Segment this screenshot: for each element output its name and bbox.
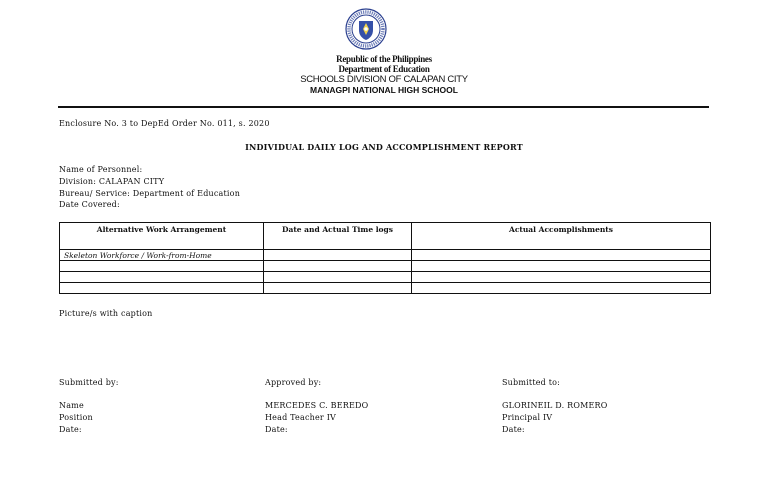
table-cell[interactable] — [412, 261, 711, 272]
table-cell[interactable] — [60, 261, 264, 272]
column-header: Alternative Work Arrangement — [60, 223, 264, 250]
column-header: Date and Actual Time logs — [264, 223, 412, 250]
report-title: INDIVIDUAL DAILY LOG AND ACCOMPLISHMENT REPORT — [245, 142, 523, 152]
column-header: Actual Accomplishments — [412, 223, 711, 250]
table-cell[interactable] — [60, 283, 264, 294]
submitted-to-name: GLORINEIL D. ROMERO — [502, 401, 608, 410]
table-cell[interactable]: Skeleton Workforce / Work-from-Home — [60, 250, 264, 261]
approved-by-name: MERCEDES C. BEREDO — [265, 401, 369, 410]
table-header-row — [60, 223, 711, 250]
table-cell[interactable] — [264, 283, 412, 294]
approved-by-date: Date: — [265, 425, 288, 434]
table-cell[interactable] — [412, 283, 711, 294]
submitted-to-position: Principal IV — [502, 413, 553, 422]
personnel-name-label: Name of Personnel: — [59, 165, 143, 174]
table-cell[interactable] — [264, 272, 412, 283]
submitted-to-label: Submitted to: — [502, 378, 561, 387]
department-line: Department of Education — [338, 64, 430, 74]
table-cell[interactable] — [412, 272, 711, 283]
table-row — [60, 272, 711, 283]
enclosure-note: Enclosure No. 3 to DepEd Order No. 011, s. 2020 — [59, 119, 270, 128]
date-covered-label: Date Covered: — [59, 200, 120, 209]
approved-by-label: Approved by: — [265, 378, 322, 387]
submitted-by-name: Name — [59, 401, 84, 410]
table-cell[interactable] — [264, 261, 412, 272]
approved-by-position: Head Teacher IV — [265, 413, 337, 422]
log-table — [59, 222, 711, 294]
submitted-by-label: Submitted by: — [59, 378, 119, 387]
pictures-label: Picture/s with caption — [59, 309, 153, 318]
bureau-label: Bureau/ Service: Department of Education — [59, 189, 241, 198]
table-cell[interactable] — [412, 250, 711, 261]
table-cell[interactable] — [264, 250, 412, 261]
table-cell[interactable] — [60, 272, 264, 283]
school-name: MANAGPI NATIONAL HIGH SCHOOL — [310, 85, 458, 95]
submitted-to-date: Date: — [502, 425, 525, 434]
submitted-by-position: Position — [59, 413, 93, 422]
table-row — [60, 283, 711, 294]
deped-seal-icon — [345, 8, 387, 50]
submitted-by-date: Date: — [59, 425, 82, 434]
table-row — [60, 250, 711, 261]
table-row — [60, 261, 711, 272]
header-divider — [58, 106, 709, 108]
republic-line: Republic of the Philippines — [336, 54, 432, 64]
division-label: Division: CALAPAN CITY — [59, 177, 165, 186]
division-line: SCHOOLS DIVISION OF CALAPAN CITY — [300, 74, 468, 85]
